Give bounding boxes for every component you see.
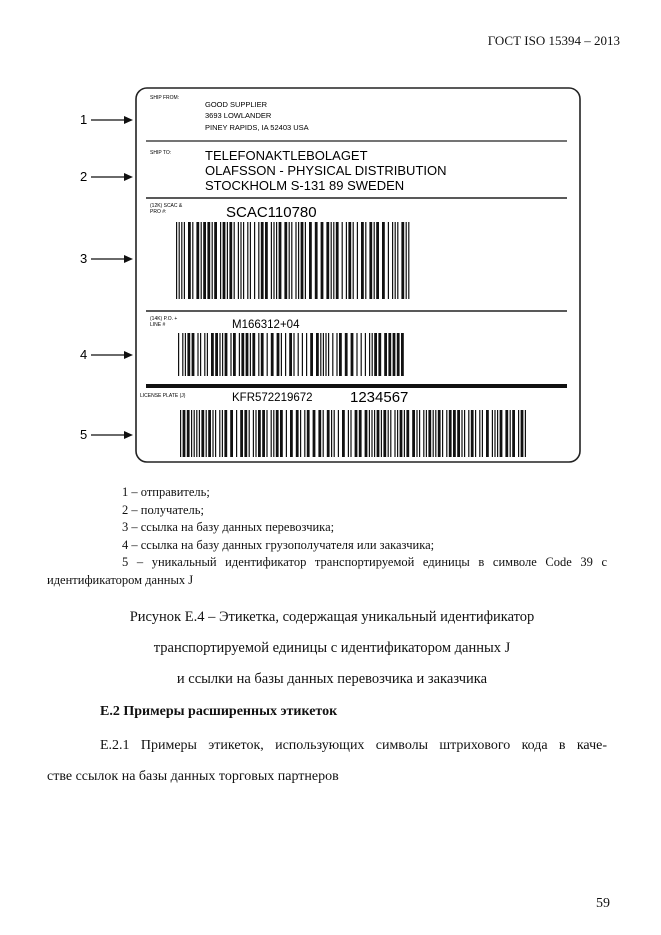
callout-5 (80, 427, 133, 442)
caption-line: Рисунок Е.4 – Этикетка, содержащая уникальный идентификатор (129, 609, 535, 625)
callout-3 (80, 251, 133, 266)
callout-4 (80, 347, 133, 362)
license-plate-number: 1234567 (350, 389, 409, 406)
ship-from-line: 3693 LOWLANDER (205, 111, 272, 120)
scac-caption: PRO #: (150, 209, 167, 215)
legend-item: 1 – отправитель; (122, 485, 210, 499)
scac-caption: (12K) SCAC & (150, 203, 183, 209)
callout-number: 2 (80, 169, 88, 184)
po-line-caption: LINE # (150, 322, 166, 328)
body-paragraph (47, 730, 607, 792)
callout-number: 3 (80, 251, 88, 266)
callout-1 (80, 112, 133, 127)
paragraph-line: стве ссылок на базы данных торговых партнеров (47, 769, 339, 784)
paragraph-line: Е.2.1 Примеры этикеток, использующих символы штрихового кода в каче- (100, 738, 607, 753)
section-heading: Е.2 Примеры расширенных этикеток (100, 704, 338, 719)
document-header: ГОСТ ISO 15394 – 2013 (487, 33, 620, 48)
ship-to-line: STOCKHOLM S-131 89 SWEDEN (205, 178, 405, 193)
scac-barcode (176, 222, 409, 299)
license-plate-caption: LICENSE PLATE (J) (140, 393, 186, 399)
ship-from-line: PINEY RAPIDS, IA 52403 USA (205, 123, 309, 132)
license-plate-value: KFR572219672 (232, 392, 313, 404)
legend-item: 3 – ссылка на базу данных перевозчика; (122, 520, 335, 534)
scac-value: SCAC110780 (226, 204, 317, 221)
po-line-barcode (178, 333, 404, 376)
callout-number: 1 (80, 112, 88, 127)
figure-caption (47, 602, 617, 695)
ship-to-line: TELEFONAKTLEBOLAGET (205, 148, 368, 163)
po-line-value: M166312+04 (232, 319, 300, 331)
caption-line: транспортируемой единицы с идентификатором данных J (153, 640, 511, 656)
ship-from-caption: SHIP FROM: (150, 95, 180, 101)
ship-from-line: GOOD SUPPLIER (205, 100, 268, 109)
ship-to-caption: SHIP TO: (150, 150, 172, 156)
shipping-label-figure (80, 82, 590, 472)
callout-2 (80, 169, 133, 184)
legend-item: 5 – уникальный идентификатор транспортируемой единицы в символе Code 39 с (122, 555, 607, 569)
legend-item: 4 – ссылка на базу данных грузополучателя или заказчика; (122, 537, 435, 552)
license-plate-barcode (180, 410, 526, 457)
caption-line: и ссылки на базы данных перевозчика и заказчика (176, 671, 488, 687)
figure-legend (47, 484, 607, 589)
callout-number: 4 (80, 347, 88, 362)
po-line-caption: (14K) P.O. + (150, 316, 178, 322)
legend-item: 2 – получатель; (122, 502, 204, 517)
page-number: 59 (596, 896, 610, 911)
ship-to-line: OLAFSSON - PHYSICAL DISTRIBUTION (205, 163, 447, 178)
legend-item-continuation: идентификатором данных J (47, 572, 194, 587)
callout-number: 5 (80, 427, 88, 442)
